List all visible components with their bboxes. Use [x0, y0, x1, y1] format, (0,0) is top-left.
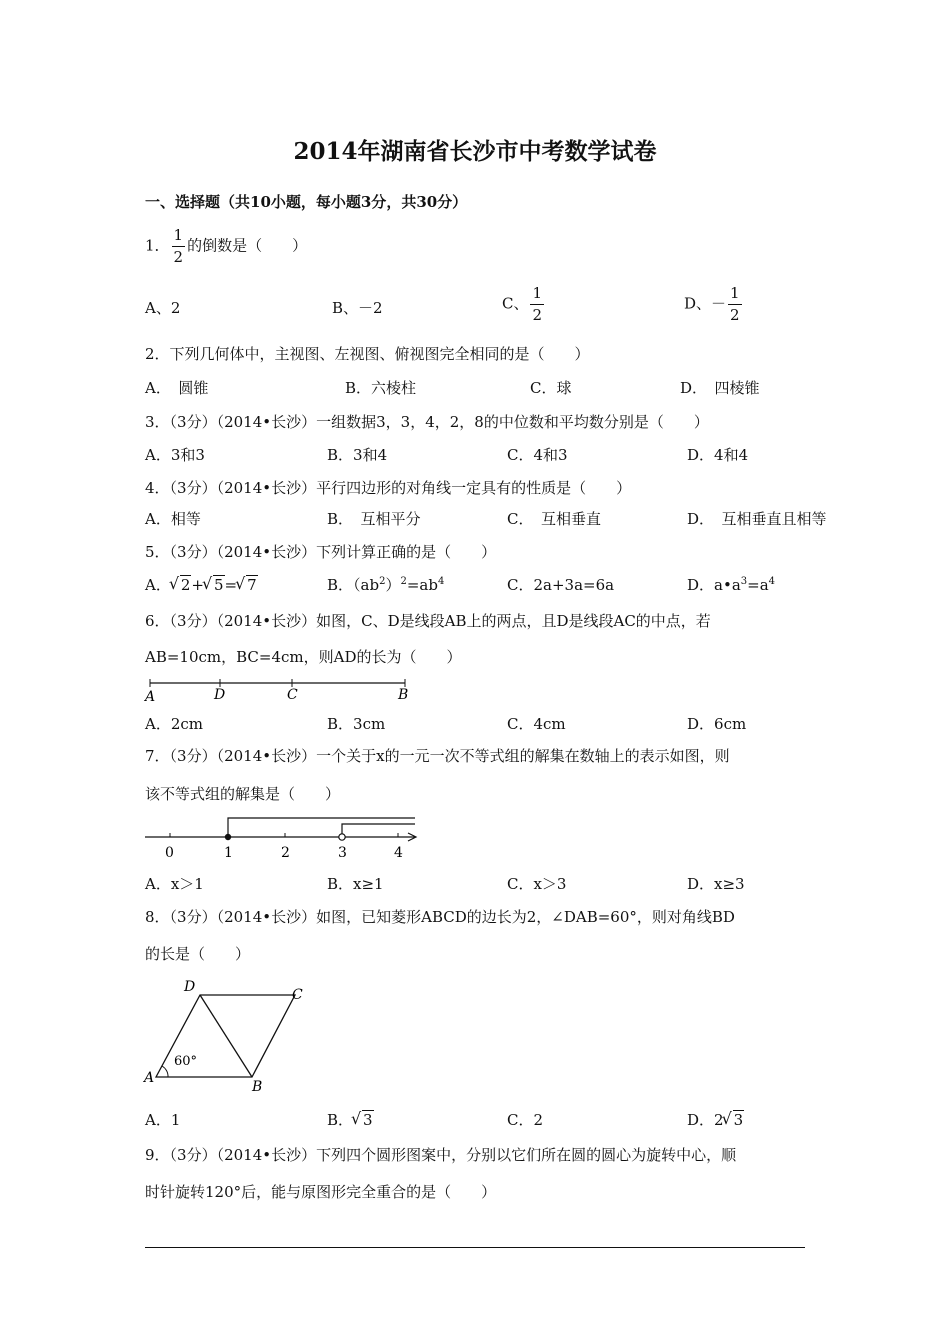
vertex-label-b: B: [252, 1079, 263, 1095]
sqrt-symbol: [237, 576, 258, 594]
question-8-line-1: 8．（3分）（2014•长沙）如图，已知菱形ABCD的边长为2，∠DAB=60°，则对角线BD: [145, 908, 735, 926]
tick-label-0: 0: [165, 845, 174, 861]
q5-option-d-exp1: 3: [740, 576, 748, 587]
q1-option-c: [502, 286, 546, 323]
q5-option-b: [327, 574, 444, 595]
question-9-line-1: 9．（3分）（2014•长沙）下列四个圆形图案中，分别以它们所在圆的圆心为旋转中心，顺: [145, 1146, 737, 1164]
q1-option-c-den: 2: [532, 306, 543, 324]
q8-option-d-label: D．2: [687, 1111, 724, 1129]
q5-option-d-exp2: 4: [768, 576, 776, 587]
sqrt-symbol: [204, 576, 225, 594]
vertex-label-c: C: [292, 987, 303, 1003]
open-dot-icon: [339, 834, 345, 840]
sqrt-symbol: [724, 1111, 745, 1129]
number-line-figure: [140, 812, 425, 862]
q7-option-c: C．x＞3: [507, 875, 567, 893]
q3-option-a: A．3和3: [145, 446, 205, 464]
q1-option-d-label: D、－: [684, 294, 727, 313]
solution-ray-2: [342, 824, 415, 834]
question-5: 5．（3分）（2014•长沙）下列计算正确的是（ ）: [145, 543, 497, 561]
question-7-line-1: 7．（3分）（2014•长沙）一个关于x的一元一次不等式组的解集在数轴上的表示如图，则: [145, 747, 730, 765]
q7-option-b: B．x≥1: [327, 875, 384, 893]
q5-radicand-1: 2: [180, 576, 191, 594]
q2-option-b: B．六棱柱: [345, 379, 417, 397]
footer-divider: [145, 1247, 805, 1248]
q6-option-d: D．6cm: [687, 715, 747, 733]
q8-option-a: A．1: [145, 1111, 181, 1129]
exam-title: 2014年湖南省长沙市中考数学试卷: [293, 138, 657, 165]
q6-option-c: C．4cm: [507, 715, 566, 733]
q2-option-c: C．球: [530, 379, 572, 397]
q3-option-c: C．4和3: [507, 446, 568, 464]
q1-frac-denominator: 2: [173, 248, 184, 266]
q5-option-b-tail: =ab: [406, 576, 438, 594]
q5-option-a-label: A．: [145, 576, 171, 594]
question-1: [145, 228, 307, 265]
q1-option-c-fraction: [530, 286, 544, 323]
label-d: D: [214, 687, 226, 703]
q5-option-b-exp3: 4: [437, 576, 445, 587]
question-9-line-2: 时针旋转120°后，能与原图形完全重合的是（ ）: [145, 1183, 497, 1201]
question-7-line-2: 该不等式组的解集是（ ）: [145, 785, 341, 803]
q5-option-b-exp2: 2: [400, 576, 407, 587]
q2-option-d: D． 四棱锥: [680, 379, 760, 397]
rhombus-figure: [140, 975, 320, 1095]
vertex-label-a: A: [144, 1070, 155, 1086]
angle-label: 60°: [174, 1054, 198, 1069]
q5-option-b-mid: ）: [385, 576, 401, 594]
label-a: A: [145, 689, 156, 705]
q7-option-a: A．x＞1: [145, 875, 204, 893]
q1-option-d-num: 1: [728, 286, 742, 305]
sqrt-symbol: [171, 576, 192, 594]
question-6-line-1: 6．（3分）（2014•长沙）如图，C、D是线段AB上的两点，且D是线段AC的中点，若: [145, 612, 711, 630]
q4-option-d: D． 互相垂直且相等: [687, 510, 827, 528]
q5-radicand-3: 7: [247, 576, 257, 594]
vertex-label-d: D: [184, 979, 196, 995]
question-2: 2．下列几何体中，主视图、左视图、俯视图完全相同的是（ ）: [145, 345, 590, 363]
q5-option-d-mid: =a: [747, 576, 769, 594]
q1-option-d-fraction: [728, 286, 742, 323]
q8-option-b: [327, 1109, 374, 1130]
tick-label-4: 4: [394, 845, 403, 861]
q4-option-c: C． 互相垂直: [507, 510, 601, 528]
q5-option-c: C．2a+3a=6a: [507, 576, 615, 594]
question-6-line-2: AB=10cm，BC=4cm，则AD的长为（ ）: [145, 648, 462, 666]
q1-option-a: A、2: [145, 299, 181, 317]
q5-plus: +: [191, 576, 204, 594]
q4-option-b: B． 互相平分: [327, 510, 421, 528]
q1-option-b: B、－2: [332, 299, 383, 317]
q6-option-b: B．3cm: [327, 715, 386, 733]
diagonal-bd: [200, 995, 252, 1077]
q1-option-d: [684, 286, 744, 323]
q5-option-d: [687, 574, 775, 595]
q1-option-c-label: C、: [502, 294, 529, 313]
question-4: 4．（3分）（2014•长沙）平行四边形的对角线一定具有的性质是（ ）: [145, 479, 632, 497]
q4-option-a: A．相等: [145, 510, 201, 528]
question-3: 3．（3分）（2014•长沙）一组数据3，3，4，2，8的中位数和平均数分别是（ ）: [145, 413, 709, 431]
q5-radicand-2: 5: [213, 576, 224, 594]
label-b: B: [398, 687, 409, 703]
q1-frac-numerator: 1: [172, 228, 186, 247]
q1-fraction: [172, 228, 186, 265]
tick-label-1: 1: [224, 845, 233, 861]
q8-option-d-radicand: 3: [733, 1111, 744, 1129]
q8-option-b-label: B．: [327, 1111, 354, 1129]
q5-option-b-exp1: 2: [379, 576, 386, 587]
q7-option-d: D．x≥3: [687, 875, 745, 893]
label-c: C: [287, 687, 298, 703]
tick-label-3: 3: [338, 845, 347, 861]
line-segment-figure: [140, 675, 420, 705]
question-8-line-2: 的长是（ ）: [145, 945, 251, 963]
q8-option-c: C．2: [507, 1111, 544, 1129]
q5-equals: =: [224, 576, 238, 594]
q5-option-a: [145, 574, 258, 595]
q1-option-d-den: 2: [730, 306, 740, 324]
closed-dot-icon: [225, 834, 231, 840]
q1-number: 1．: [145, 236, 170, 255]
angle-arc-icon: [162, 1066, 168, 1077]
q1-text: 的倒数是（ ）: [187, 236, 308, 255]
sqrt-symbol: [353, 1111, 374, 1129]
q5-option-b-label: B．（ab: [327, 576, 380, 594]
q8-option-d: [687, 1109, 744, 1130]
q8-option-b-radicand: 3: [363, 1111, 373, 1129]
q2-option-a: A． 圆锥: [145, 379, 209, 397]
section-heading: 一、选择题（共10小题，每小题3分，共30分）: [145, 193, 468, 211]
q5-option-d-label: D．a•a: [687, 576, 741, 594]
q1-option-c-num: 1: [530, 286, 544, 305]
q3-option-d: D．4和4: [687, 446, 749, 464]
tick-label-2: 2: [281, 845, 290, 861]
q3-option-b: B．3和4: [327, 446, 388, 464]
q6-option-a: A．2cm: [145, 715, 204, 733]
solution-ray-1: [228, 818, 415, 837]
